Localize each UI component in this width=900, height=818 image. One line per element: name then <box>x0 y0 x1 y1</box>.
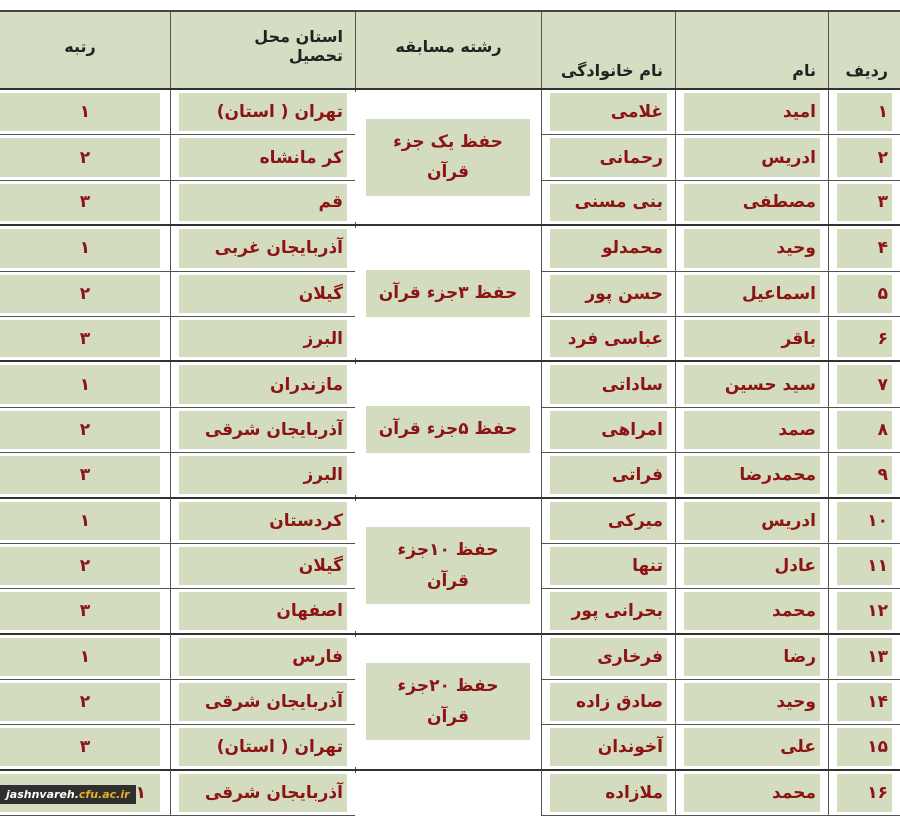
row-number: ۱۶ <box>867 783 888 804</box>
header-province: استان محل تحصیل <box>254 27 343 65</box>
first-name: محمد <box>772 783 816 804</box>
watermark-domain: jashnvareh. <box>6 788 79 801</box>
rank-cell <box>0 544 170 588</box>
last-name-cell <box>541 226 675 270</box>
province-cell <box>170 680 355 724</box>
rank-cell <box>0 181 170 224</box>
row-number: ۲ <box>877 147 888 168</box>
province: تهران ( استان) <box>216 737 343 758</box>
first-name-cell <box>675 408 828 452</box>
row-number: ۱ <box>877 102 888 123</box>
rank: ۲ <box>79 283 91 304</box>
header-competition: رشته مسابقه <box>395 36 502 56</box>
row-number-cell <box>828 362 900 406</box>
last-name-cell <box>541 499 675 543</box>
rank: ۱ <box>79 374 91 395</box>
province: آذربایجان غربی <box>214 238 343 259</box>
row-number-cell <box>828 317 900 360</box>
first-name: مصطفی <box>742 192 816 213</box>
province: فارس <box>292 646 343 667</box>
first-name: عادل <box>774 556 816 577</box>
last-name: صادق زاده <box>575 692 663 713</box>
competition-group <box>355 364 541 494</box>
rank-cell <box>0 408 170 452</box>
last-name-cell <box>541 181 675 224</box>
last-name: فراتی <box>611 464 663 485</box>
rank-cell <box>0 272 170 316</box>
header-row: ردیف <box>845 61 888 80</box>
row-number-cell <box>828 90 900 134</box>
last-name-cell <box>541 725 675 768</box>
first-name: محمد <box>772 600 816 621</box>
row-number-cell <box>828 499 900 543</box>
rank: ۱ <box>135 783 146 804</box>
competition-group <box>355 637 541 767</box>
first-name: وحید <box>776 692 816 713</box>
watermark-suffix: cfu.ac.ir <box>78 788 130 801</box>
first-name-cell <box>675 544 828 588</box>
row-number: ۱۴ <box>867 692 888 713</box>
rank-cell <box>0 135 170 179</box>
first-name-cell <box>675 90 828 134</box>
first-name-cell <box>675 589 828 632</box>
rank-cell <box>0 589 170 632</box>
last-name-cell <box>541 771 675 815</box>
rank: ۱ <box>79 646 91 667</box>
rank-cell <box>0 453 170 496</box>
results-table <box>0 10 900 816</box>
province-cell <box>170 453 355 496</box>
last-name: ملازاده <box>605 783 663 804</box>
first-name: ادریس <box>761 510 816 531</box>
first-name: علی <box>780 737 816 758</box>
row-number-cell <box>828 544 900 588</box>
first-name: وحید <box>776 238 816 259</box>
province-cell <box>170 272 355 316</box>
last-name-cell <box>541 589 675 632</box>
row-number-cell <box>828 408 900 452</box>
header-rank: رتبه <box>64 36 96 56</box>
first-name-cell <box>675 226 828 270</box>
rank-cell <box>0 226 170 270</box>
province-cell <box>170 90 355 134</box>
last-name-cell <box>541 272 675 316</box>
province-cell <box>170 408 355 452</box>
last-name: میرکی <box>607 510 663 531</box>
province: گیلان <box>298 283 343 304</box>
rank-cell <box>0 362 170 406</box>
first-name-cell <box>675 362 828 406</box>
row-number-cell <box>828 272 900 316</box>
province: البرز <box>303 328 343 349</box>
row-number: ۶ <box>877 328 888 349</box>
row-number-cell <box>828 680 900 724</box>
header-first-name: نام <box>792 61 816 80</box>
last-name: فرخاری <box>597 646 663 667</box>
province: کر مانشاه <box>259 147 343 168</box>
province: گیلان <box>298 556 343 577</box>
rank: ۳ <box>79 192 91 213</box>
province: قم <box>318 192 343 213</box>
row-number: ۱۵ <box>867 737 888 758</box>
first-name-cell <box>675 771 828 815</box>
first-name-cell <box>675 453 828 496</box>
competition-label: حفظ یک جزء قرآن <box>366 119 530 196</box>
province-cell <box>170 226 355 270</box>
last-name-cell <box>541 544 675 588</box>
province-cell <box>170 362 355 406</box>
rank: ۳ <box>79 737 91 758</box>
first-name-cell <box>675 499 828 543</box>
first-name: ادریس <box>761 147 816 168</box>
last-name-cell <box>541 680 675 724</box>
first-name: اسماعیل <box>741 283 816 304</box>
row-number: ۱۳ <box>867 646 888 667</box>
competition-label: حفظ ۱۰جزء قرآن <box>366 527 530 604</box>
province: آذربایجان شرقی <box>204 692 343 713</box>
province-cell <box>170 499 355 543</box>
last-name: رحمانی <box>599 147 663 168</box>
first-name-cell <box>675 272 828 316</box>
first-name: صمد <box>778 419 816 440</box>
row-number: ۱۲ <box>867 600 888 621</box>
row-number-cell <box>828 771 900 815</box>
first-name-cell <box>675 181 828 224</box>
first-name: محمدرضا <box>739 464 816 485</box>
province: مازندران <box>269 374 343 395</box>
rank: ۱ <box>79 510 91 531</box>
last-name: بحرانی پور <box>571 600 663 621</box>
last-name-cell <box>541 453 675 496</box>
row-number-cell <box>828 725 900 768</box>
last-name-cell <box>541 362 675 406</box>
watermark <box>0 785 136 804</box>
row-number-cell <box>828 453 900 496</box>
last-name-cell <box>541 90 675 134</box>
province: اصفهان <box>276 600 343 621</box>
province: آذربایجان شرقی <box>204 419 343 440</box>
row-number-cell <box>828 589 900 632</box>
first-name-cell <box>675 135 828 179</box>
rank: ۳ <box>79 464 91 485</box>
row-number-cell <box>828 181 900 224</box>
province-cell <box>170 725 355 768</box>
province-cell <box>170 771 355 815</box>
first-name: باقر <box>781 328 816 349</box>
province: تهران ( استان) <box>216 102 343 123</box>
last-name-cell <box>541 135 675 179</box>
last-name: عباسی فرد <box>567 328 663 349</box>
rank-cell <box>0 317 170 360</box>
row-number: ۸ <box>877 419 888 440</box>
rank: ۲ <box>79 692 91 713</box>
competition-label: حفظ ۲۰جزء قرآن <box>366 663 530 740</box>
row-number: ۳ <box>877 192 888 213</box>
competition-label: حفظ ۵جزء قرآن <box>366 406 530 453</box>
rank: ۳ <box>79 328 91 349</box>
row-number: ۱۰ <box>867 510 888 531</box>
first-name-cell <box>675 725 828 768</box>
rank: ۲ <box>79 556 91 577</box>
rank: ۲ <box>79 419 91 440</box>
province: البرز <box>303 464 343 485</box>
competition-group <box>355 92 541 222</box>
row-number-cell <box>828 135 900 179</box>
last-name: محمدلو <box>601 238 663 259</box>
first-name-cell <box>675 317 828 360</box>
province-cell <box>170 181 355 224</box>
rank: ۱ <box>79 238 91 259</box>
first-name: سید حسین <box>724 374 816 395</box>
row-number: ۱۱ <box>867 556 888 577</box>
row-number: ۷ <box>877 374 888 395</box>
first-name: امید <box>782 102 816 123</box>
province-cell <box>170 135 355 179</box>
row-number-cell <box>828 635 900 679</box>
row-number-cell <box>828 226 900 270</box>
rank-cell <box>0 635 170 679</box>
last-name-cell <box>541 635 675 679</box>
competition-group <box>355 228 541 358</box>
last-name-cell <box>541 317 675 360</box>
first-name-cell <box>675 680 828 724</box>
competition-group <box>355 501 541 631</box>
first-name: رضا <box>783 646 816 667</box>
competition-label: حفظ ۳جزء قرآن <box>366 270 530 317</box>
rank-cell <box>0 90 170 134</box>
rank-cell <box>0 680 170 724</box>
row-number: ۹ <box>877 464 888 485</box>
province-cell <box>170 589 355 632</box>
row-number: ۴ <box>877 238 888 259</box>
last-name: بنی مسنی <box>574 192 663 213</box>
table-header <box>0 12 900 90</box>
last-name: تنها <box>632 556 663 577</box>
last-name-cell <box>541 408 675 452</box>
header-last-name: نام خانوادگی <box>560 61 663 80</box>
rank-cell <box>0 725 170 768</box>
rank: ۳ <box>79 600 91 621</box>
last-name: آخوندان <box>597 737 663 758</box>
last-name: امراهی <box>601 419 663 440</box>
last-name: غلامی <box>610 102 663 123</box>
last-name: حسن پور <box>585 283 663 304</box>
first-name-cell <box>675 635 828 679</box>
row-number: ۵ <box>877 283 888 304</box>
rank: ۲ <box>79 147 91 168</box>
province-cell <box>170 635 355 679</box>
competition-group-empty <box>355 773 541 818</box>
rank-cell <box>0 499 170 543</box>
province-cell <box>170 544 355 588</box>
province-cell <box>170 317 355 360</box>
province: کردستان <box>269 510 343 531</box>
last-name: ساداتی <box>601 374 663 395</box>
province: آذربایجان شرقی <box>204 783 343 804</box>
rank: ۱ <box>79 102 91 123</box>
